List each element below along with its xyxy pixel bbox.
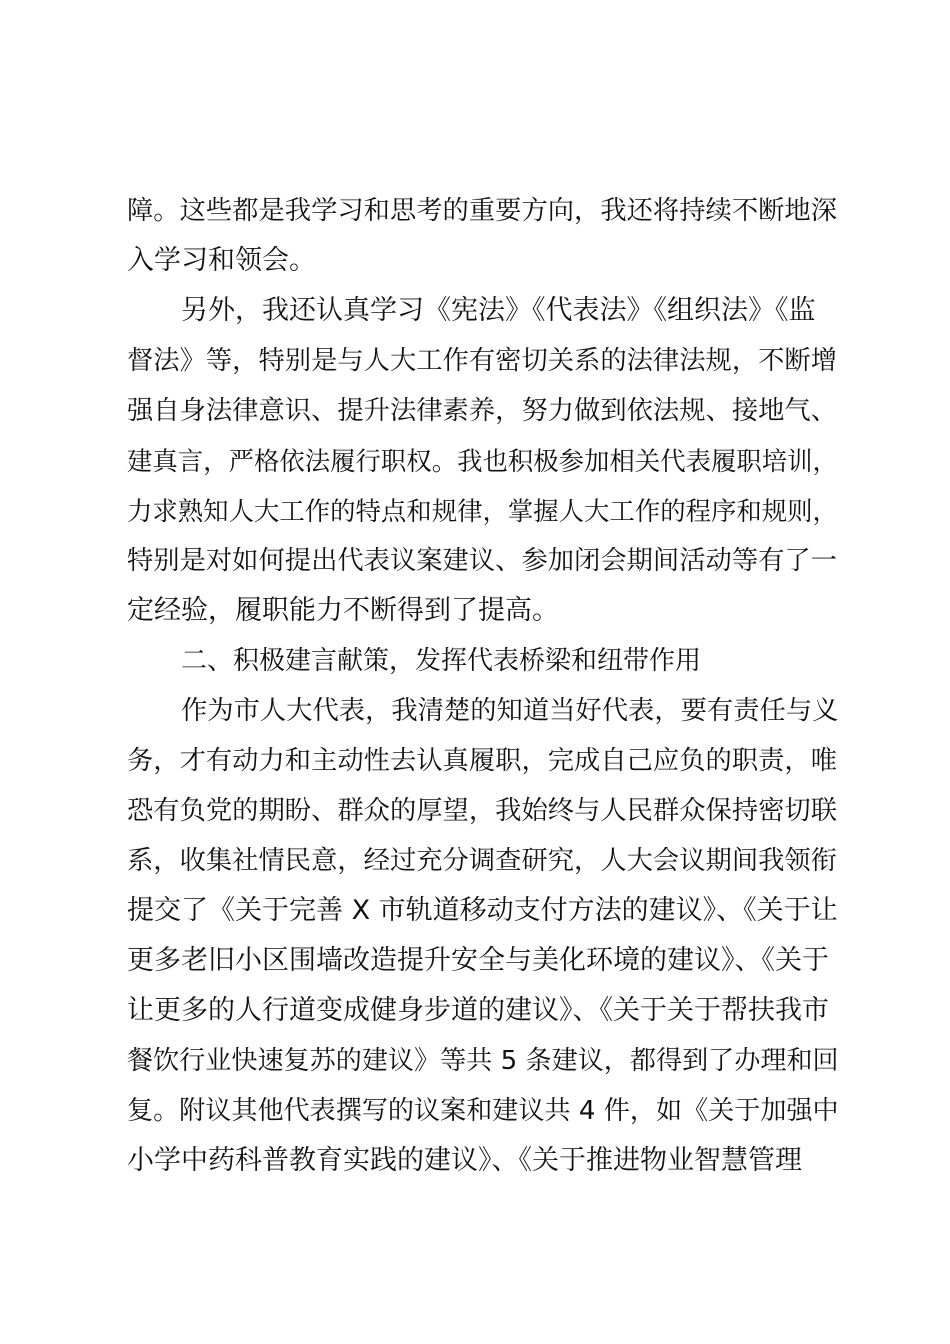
section-heading: 二、积极建言献策，发挥代表桥梁和纽带作用 — [181, 646, 702, 676]
document-body — [127, 186, 839, 1186]
text-line-6: 建真言，严格依法履行职权。我也积极参加相关代表履职培训， — [127, 446, 838, 476]
text-line-12: 务，才有动力和主动性去认真履职，完成自己应负的职责，唯 — [127, 746, 838, 776]
text-line-4: 督法》等，特别是与人大工作有密切关系的法律法规，不断增 — [127, 346, 838, 376]
text-line-1: 障。这些都是我学习和思考的重要方向，我还将持续不断地深 — [127, 196, 838, 226]
text-line-13: 恐有负党的期盼、群众的厚望，我始终与人民群众保持密切联 — [127, 796, 838, 826]
text-line-16: 更多老旧小区围墙改造提升安全与美化环境的建议》、《关于 — [127, 945, 829, 976]
text-line-19: 复。附议其他代表撰写的议案和建议共 4 件，如《关于加强中 — [127, 1096, 839, 1126]
text-line-9: 定经验，履职能力不断得到了提高。 — [127, 595, 559, 626]
text-line-20: 小学中药科普教育实践的建议》、《关于推进物业智慧管理 — [127, 1145, 802, 1176]
text-line-5: 强自身法律意识、提升法律素养，努力做到依法规、接地气、 — [127, 396, 838, 426]
text-line-11: 作为市人大代表，我清楚的知道当好代表，要有责任与义 — [181, 696, 839, 726]
text-line-2: 入学习和领会。 — [127, 245, 316, 276]
text-line-8: 特别是对如何提出代表议案建议、参加闭会期间活动等有了一 — [127, 546, 838, 576]
text-line-3: 另外，我还认真学习《宪法》《代表法》《组织法》《监 — [181, 295, 816, 326]
text-line-18: 餐饮行业快速复苏的建议》等共 5 条建议，都得到了办理和回 — [127, 1046, 839, 1076]
text-line-7: 力求熟知人大工作的特点和规律，掌握人大工作的程序和规则， — [127, 496, 838, 526]
text-line-17: 让更多的人行道变成健身步道的建议》、《关于关于帮扶我市 — [127, 995, 829, 1026]
text-line-15: 提交了《关于完善 X 市轨道移动支付方法的建议》、《关于让 — [127, 895, 838, 926]
text-line-14: 系，收集社情民意，经过充分调查研究，人大会议期间我领衔 — [127, 846, 838, 876]
